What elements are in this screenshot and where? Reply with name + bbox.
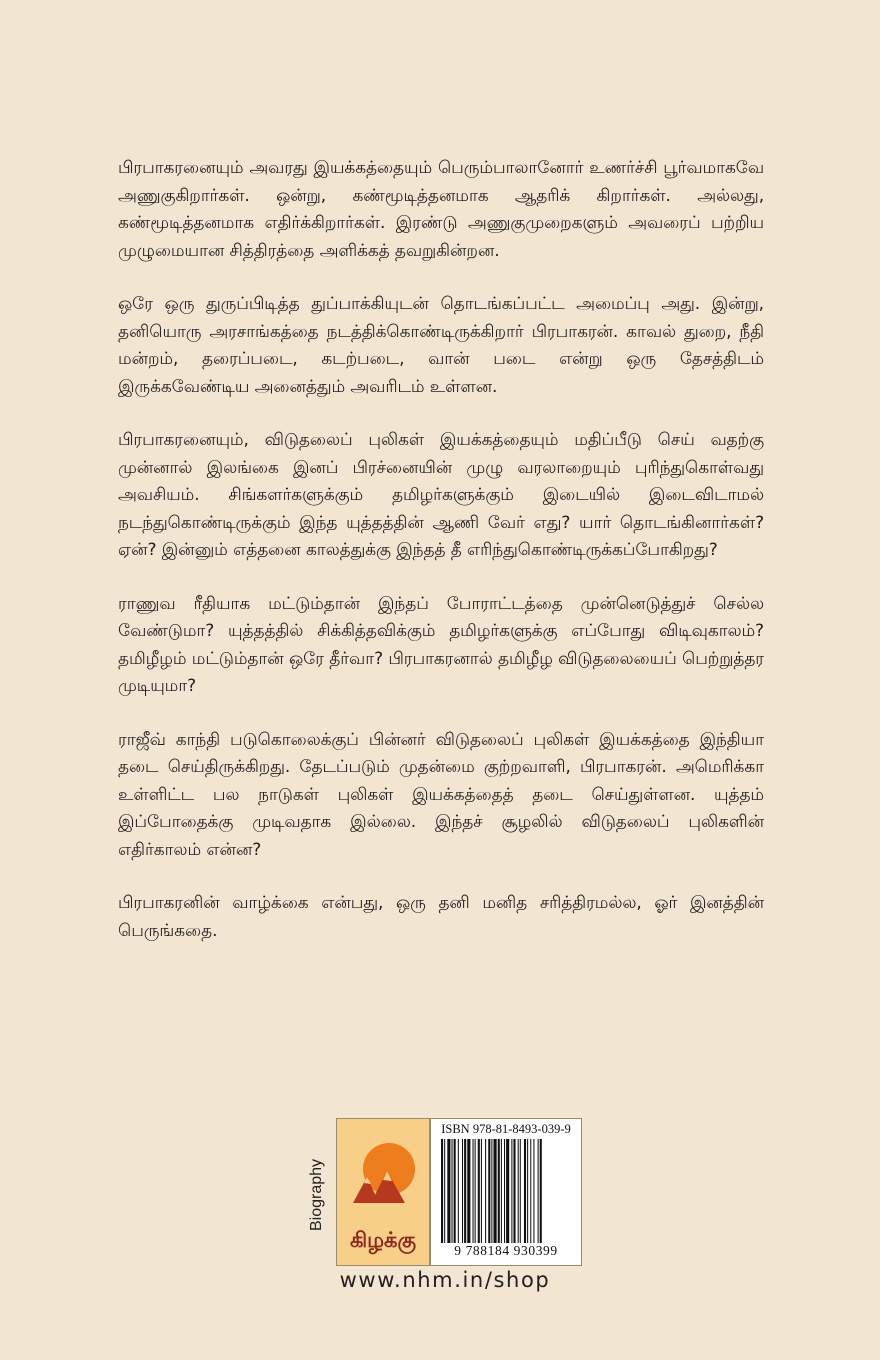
barcode-bar [524,1139,526,1243]
barcode-bar [511,1139,512,1243]
barcode-bar [538,1139,539,1243]
blurb-paragraph: பிரபாகரனின் வாழ்க்கை என்பது, ஒரு தனி மனித சரித்திரமல்ல, ஓர் இனத்தின் பெருங்கதை. [118,893,764,941]
barcode-bar [481,1139,482,1243]
barcode-bar [494,1139,497,1243]
barcode-bar [498,1139,500,1243]
barcode-bar [478,1139,480,1243]
barcode-bar [527,1139,528,1243]
barcode-bar [458,1139,459,1243]
publisher-logo [336,1118,430,1266]
barcode-bar [467,1139,470,1243]
barcode-bar [518,1139,519,1243]
blurb-paragraph: பிரபாகரனையும், விடுதலைப் புலிகள் இயக்கத்தையும் மதிப்பீடு செய் வதற்கு முன்னால் இலங்கை இனப் பிரச்னையின் முழு வரலாறையும் புரிந்துகொள்வது அவசியம். சிங்களர்களுக்கும் தமிழர்களுக்கும் இடையில் இடைவிடாமல் நடந்துகொண்டிருக்கும் இந்த யுத்தத்தின் ஆணி வேர் எது? யார் தொடங்கினார்கள்? ஏன்? இன்னும் எத்தனை காலத்துக்கு இந்தத் தீ எரிந்துகொண்டிருக்கப்போகிறது? [118,430,764,560]
barcode-bar [473,1139,474,1243]
barcode-bar [464,1139,466,1243]
barcode-bar [506,1139,509,1243]
blurb-paragraph: பிரபாகரனையும் அவரது இயக்கத்தையும் பெரும்பாலானோர் உணர்ச்சி பூர்வமாகவே அணுகுகிறார்கள். ஒன்று, கண்மூடித்தனமாக ஆதரிக் கிறார்கள். அல்லது, கண்மூடித்தனமாக எதிர்க்கிறார்கள். இரண்டு அணுகுமுறைகளும் அவரைப் பற்றிய முழுமையான சித்திரத்தை அளிக்கத் தவறுகின்றன. [118,158,764,261]
barcode-bar [520,1139,521,1243]
barcode-bar [501,1139,502,1243]
barcode-bar [475,1139,476,1243]
blurb-paragraph: ராஜீவ் காந்தி படுகொலைக்குப் பின்னர் விடுதலைப் புலிகள் இயக்கத்தை இந்தியா தடை செய்திருக்கிறது. தேடப்படும் முதன்மை குற்றவாளி, பிரபாகரன். அமெரிக்கா உள்ளிட்ட பல நாடுகள் புலிகள் இயக்கத்தைத் தடை செய்துள்ளன. யுத்தம் இப்போதைக்கு முடிவதாக இல்லை. இந்தச் சூழலில் விடுதலைப் புலிகளின் எதிர்காலம் என்ன? [118,729,764,860]
sun-mountain-logo-icon [337,1119,429,1265]
barcode-bar [444,1139,445,1243]
barcode-bar [540,1139,542,1243]
isbn-barcode-block [430,1118,582,1266]
barcode-digits: 9 788184 930399 [454,1243,558,1258]
barcode-bar [441,1139,443,1243]
category-label-text: Biography [308,1158,326,1232]
publisher-name: கிழக்கு [349,1228,417,1252]
barcode-bar [454,1139,456,1243]
barcode-bar [530,1139,531,1243]
barcode-bar [533,1139,534,1243]
blurb-paragraph: ஒரே ஒரு துருப்பிடித்த துப்பாக்கியுடன் தொடங்கப்பட்ட அமைப்பு அது. இன்று, தனியொரு அரசாங்கத்தை நடத்திக்கொண்டிருக்கிறார் பிரபாகரன். காவல் துறை, நீதி மன்றம், தரைப்படை, கடற்படை, வான் படை என்று ஒரு தேசத்திடம் இருக்கவேண்டிய அனைத்தும் அவரிடம் உள்ளன. [118,294,764,397]
barcode-bar [452,1139,453,1243]
barcode-bar [462,1139,463,1243]
isbn-label: ISBN 978-81-8493-039-9 [441,1122,571,1136]
barcode-bar [485,1139,486,1243]
barcode-bar [513,1139,515,1243]
barcode-bar [504,1139,505,1243]
barcode-icon [441,1139,571,1243]
back-cover-blurb [118,155,764,971]
blurb-paragraph: ராணுவ ரீதியாக மட்டும்தான் இந்தப் போராட்டத்தை முன்னெடுத்துச் செல்ல வேண்டுமா? யுத்தத்தில் சிக்கித்தவிக்கும் தமிழர்களுக்கு எப்போது விடிவுகாலம்? தமிழீழம் மட்டும்தான் ஒரே தீர்வா? பிரபாகரனால் தமிழீழ விடுதலையைப் பெற்றுத்தர முடியுமா? [118,593,764,696]
barcode-bar [488,1139,490,1243]
barcode-bar [447,1139,450,1243]
category-label [302,1121,332,1269]
barcode-bar [491,1139,492,1243]
website-url: www.nhm.in/shop [339,1268,551,1292]
